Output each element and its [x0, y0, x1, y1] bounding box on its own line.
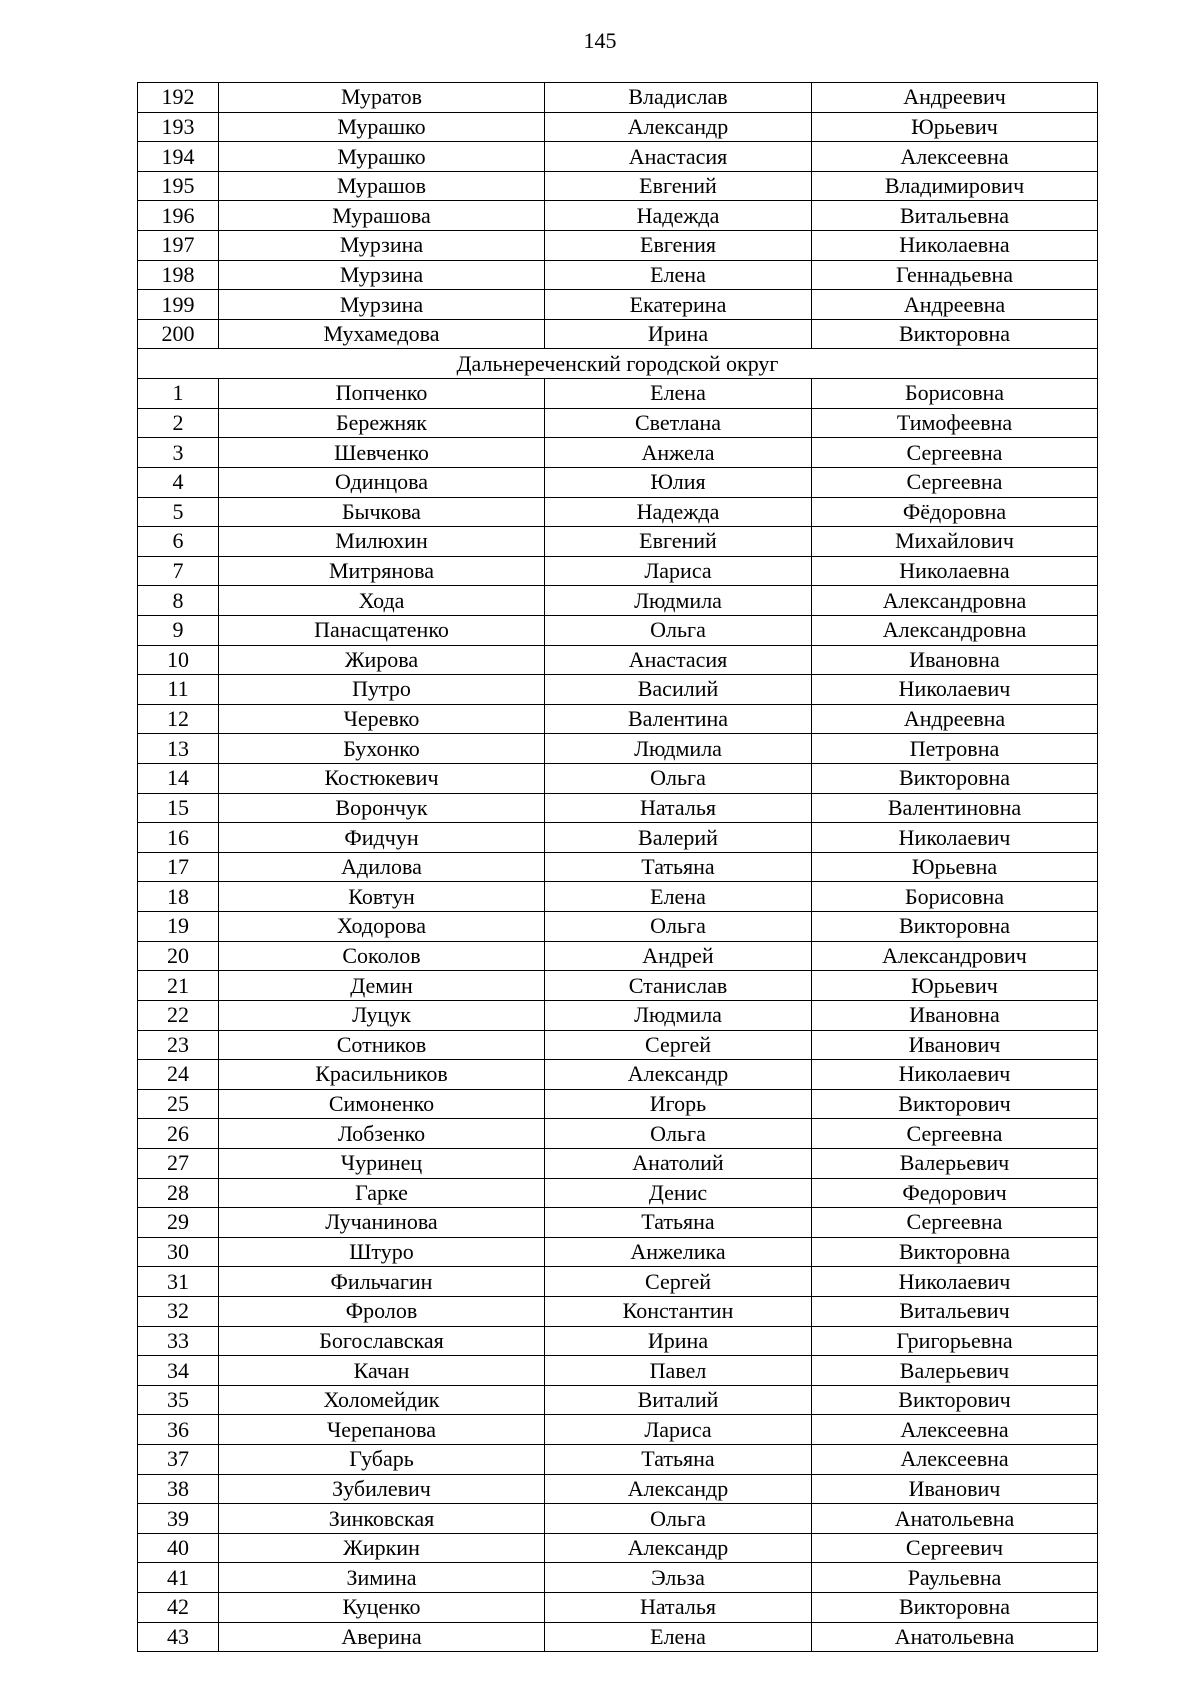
row-number-cell: 28 [138, 1178, 219, 1208]
last-name-cell: Симоненко [219, 1089, 545, 1119]
patronymic-cell: Анатольевна [812, 1504, 1098, 1534]
table-row [138, 1296, 1098, 1326]
patronymic-cell: Викторович [812, 1089, 1098, 1119]
first-name-cell: Александр [545, 1533, 812, 1563]
table-row [138, 379, 1098, 409]
last-name-cell: Панасщатенко [219, 615, 545, 645]
first-name-cell: Людмила [545, 734, 812, 764]
patronymic-cell: Николаевич [812, 675, 1098, 705]
row-number-cell: 6 [138, 527, 219, 557]
row-number-cell: 12 [138, 704, 219, 734]
patronymic-cell: Ивановна [812, 645, 1098, 675]
table-row [138, 1267, 1098, 1297]
last-name-cell: Лучанинова [219, 1208, 545, 1238]
last-name-cell: Мухамедова [219, 319, 545, 349]
last-name-cell: Бухонко [219, 734, 545, 764]
first-name-cell: Евгений [545, 527, 812, 557]
last-name-cell: Ковтун [219, 882, 545, 912]
table-row [138, 171, 1098, 201]
first-name-cell: Валерий [545, 823, 812, 853]
row-number-cell: 8 [138, 586, 219, 616]
table-row [138, 438, 1098, 468]
patronymic-cell: Геннадьевна [812, 260, 1098, 290]
patronymic-cell: Николаевич [812, 1060, 1098, 1090]
table-row [138, 1119, 1098, 1149]
patronymic-cell: Витальевна [812, 201, 1098, 231]
first-name-cell: Наталья [545, 1593, 812, 1623]
last-name-cell: Бережняк [219, 408, 545, 438]
last-name-cell: Черепанова [219, 1415, 545, 1445]
last-name-cell: Шевченко [219, 438, 545, 468]
row-number-cell: 24 [138, 1060, 219, 1090]
row-number-cell: 19 [138, 912, 219, 942]
row-number-cell: 31 [138, 1267, 219, 1297]
table-row [138, 201, 1098, 231]
table-row [138, 1504, 1098, 1534]
last-name-cell: Чуринец [219, 1148, 545, 1178]
row-number-cell: 18 [138, 882, 219, 912]
table-row [138, 290, 1098, 320]
last-name-cell: Жиркин [219, 1533, 545, 1563]
row-number-cell: 43 [138, 1622, 219, 1652]
first-name-cell: Юлия [545, 467, 812, 497]
last-name-cell: Путро [219, 675, 545, 705]
last-name-cell: Жирова [219, 645, 545, 675]
row-number-cell: 5 [138, 497, 219, 527]
first-name-cell: Виталий [545, 1385, 812, 1415]
row-number-cell: 195 [138, 171, 219, 201]
table-row [138, 1208, 1098, 1238]
last-name-cell: Гарке [219, 1178, 545, 1208]
row-number-cell: 35 [138, 1385, 219, 1415]
row-number-cell: 20 [138, 941, 219, 971]
first-name-cell: Станислав [545, 971, 812, 1001]
last-name-cell: Милюхин [219, 527, 545, 557]
row-number-cell: 17 [138, 852, 219, 882]
row-number-cell: 23 [138, 1030, 219, 1060]
last-name-cell: Муратов [219, 83, 545, 113]
row-number-cell: 38 [138, 1474, 219, 1504]
first-name-cell: Людмила [545, 1000, 812, 1030]
last-name-cell: Мурзина [219, 260, 545, 290]
patronymic-cell: Николаевна [812, 556, 1098, 586]
patronymic-cell: Николаевич [812, 1267, 1098, 1297]
last-name-cell: Мурашко [219, 142, 545, 172]
table-row [138, 1563, 1098, 1593]
first-name-cell: Эльза [545, 1563, 812, 1593]
patronymic-cell: Борисовна [812, 882, 1098, 912]
first-name-cell: Ольга [545, 764, 812, 794]
last-name-cell: Демин [219, 971, 545, 1001]
row-number-cell: 34 [138, 1356, 219, 1386]
first-name-cell: Сергей [545, 1030, 812, 1060]
table-row [138, 675, 1098, 705]
row-number-cell: 33 [138, 1326, 219, 1356]
patronymic-cell: Валерьевич [812, 1148, 1098, 1178]
row-number-cell: 39 [138, 1504, 219, 1534]
first-name-cell: Анастасия [545, 142, 812, 172]
patronymic-cell: Борисовна [812, 379, 1098, 409]
first-name-cell: Надежда [545, 201, 812, 231]
patronymic-cell: Викторовна [812, 912, 1098, 942]
patronymic-cell: Андреевна [812, 290, 1098, 320]
table-row [138, 260, 1098, 290]
first-name-cell: Надежда [545, 497, 812, 527]
row-number-cell: 1 [138, 379, 219, 409]
table-row [138, 734, 1098, 764]
first-name-cell: Анжелика [545, 1237, 812, 1267]
first-name-cell: Андрей [545, 941, 812, 971]
row-number-cell: 196 [138, 201, 219, 231]
first-name-cell: Евгений [545, 171, 812, 201]
row-number-cell: 27 [138, 1148, 219, 1178]
row-number-cell: 198 [138, 260, 219, 290]
patronymic-cell: Юрьевич [812, 971, 1098, 1001]
table-row [138, 1000, 1098, 1030]
last-name-cell: Зимина [219, 1563, 545, 1593]
first-name-cell: Анатолий [545, 1148, 812, 1178]
patronymic-cell: Александровна [812, 586, 1098, 616]
patronymic-cell: Сергеевна [812, 467, 1098, 497]
patronymic-cell: Юрьевна [812, 852, 1098, 882]
last-name-cell: Ходорова [219, 912, 545, 942]
roster-table-body [138, 83, 1098, 1652]
first-name-cell: Александр [545, 1060, 812, 1090]
row-number-cell: 37 [138, 1445, 219, 1475]
patronymic-cell: Викторовна [812, 319, 1098, 349]
patronymic-cell: Викторовна [812, 1237, 1098, 1267]
row-number-cell: 2 [138, 408, 219, 438]
row-number-cell: 11 [138, 675, 219, 705]
row-number-cell: 26 [138, 1119, 219, 1149]
first-name-cell: Александр [545, 112, 812, 142]
first-name-cell: Лариса [545, 556, 812, 586]
patronymic-cell: Тимофеевна [812, 408, 1098, 438]
patronymic-cell: Александровна [812, 615, 1098, 645]
table-row [138, 408, 1098, 438]
last-name-cell: Штуро [219, 1237, 545, 1267]
table-row [138, 319, 1098, 349]
table-row [138, 1060, 1098, 1090]
first-name-cell: Константин [545, 1296, 812, 1326]
patronymic-cell: Валерьевич [812, 1356, 1098, 1386]
last-name-cell: Куценко [219, 1593, 545, 1623]
last-name-cell: Фильчагин [219, 1267, 545, 1297]
last-name-cell: Мурзина [219, 290, 545, 320]
patronymic-cell: Алексеевна [812, 1445, 1098, 1475]
row-number-cell: 42 [138, 1593, 219, 1623]
last-name-cell: Бычкова [219, 497, 545, 527]
table-row [138, 971, 1098, 1001]
patronymic-cell: Ивановна [812, 1000, 1098, 1030]
first-name-cell: Екатерина [545, 290, 812, 320]
last-name-cell: Качан [219, 1356, 545, 1386]
first-name-cell: Анастасия [545, 645, 812, 675]
last-name-cell: Мурашова [219, 201, 545, 231]
last-name-cell: Адилова [219, 852, 545, 882]
page-number: 145 [583, 28, 617, 53]
first-name-cell: Елена [545, 882, 812, 912]
table-row [138, 1356, 1098, 1386]
first-name-cell: Александр [545, 1474, 812, 1504]
patronymic-cell: Андреевна [812, 704, 1098, 734]
last-name-cell: Лобзенко [219, 1119, 545, 1149]
first-name-cell: Ольга [545, 1119, 812, 1149]
last-name-cell: Черевко [219, 704, 545, 734]
patronymic-cell: Витальевич [812, 1296, 1098, 1326]
patronymic-cell: Алексеевна [812, 1415, 1098, 1445]
table-row [138, 912, 1098, 942]
first-name-cell: Татьяна [545, 852, 812, 882]
patronymic-cell: Анатольевна [812, 1622, 1098, 1652]
patronymic-cell: Раульевна [812, 1563, 1098, 1593]
last-name-cell: Ворончук [219, 793, 545, 823]
patronymic-cell: Михайлович [812, 527, 1098, 557]
first-name-cell: Игорь [545, 1089, 812, 1119]
last-name-cell: Мурзина [219, 231, 545, 261]
table-row [138, 823, 1098, 853]
last-name-cell: Одинцова [219, 467, 545, 497]
last-name-cell: Попченко [219, 379, 545, 409]
first-name-cell: Елена [545, 1622, 812, 1652]
first-name-cell: Людмила [545, 586, 812, 616]
row-number-cell: 199 [138, 290, 219, 320]
patronymic-cell: Иванович [812, 1474, 1098, 1504]
patronymic-cell: Викторовна [812, 1593, 1098, 1623]
table-row [138, 1474, 1098, 1504]
table-row [138, 1326, 1098, 1356]
patronymic-cell: Сергеевна [812, 1119, 1098, 1149]
first-name-cell: Лариса [545, 1415, 812, 1445]
table-row [138, 704, 1098, 734]
row-number-cell: 192 [138, 83, 219, 113]
patronymic-cell: Сергеевна [812, 1208, 1098, 1238]
row-number-cell: 40 [138, 1533, 219, 1563]
patronymic-cell: Сергеевич [812, 1533, 1098, 1563]
section-heading: Дальнереченский городской округ [138, 349, 1098, 379]
row-number-cell: 10 [138, 645, 219, 675]
first-name-cell: Ирина [545, 319, 812, 349]
table-row [138, 1237, 1098, 1267]
row-number-cell: 9 [138, 615, 219, 645]
last-name-cell: Митрянова [219, 556, 545, 586]
table-row [138, 1030, 1098, 1060]
last-name-cell: Зинковская [219, 1504, 545, 1534]
patronymic-cell: Григорьевна [812, 1326, 1098, 1356]
patronymic-cell: Андреевич [812, 83, 1098, 113]
last-name-cell: Холомейдик [219, 1385, 545, 1415]
first-name-cell: Ирина [545, 1326, 812, 1356]
last-name-cell: Мурашов [219, 171, 545, 201]
patronymic-cell: Викторович [812, 1385, 1098, 1415]
last-name-cell: Костюкевич [219, 764, 545, 794]
table-row [138, 882, 1098, 912]
row-number-cell: 194 [138, 142, 219, 172]
row-number-cell: 15 [138, 793, 219, 823]
last-name-cell: Зубилевич [219, 1474, 545, 1504]
last-name-cell: Фролов [219, 1296, 545, 1326]
first-name-cell: Елена [545, 379, 812, 409]
table-row [138, 1445, 1098, 1475]
table-row [138, 645, 1098, 675]
row-number-cell: 3 [138, 438, 219, 468]
first-name-cell: Сергей [545, 1267, 812, 1297]
row-number-cell: 197 [138, 231, 219, 261]
patronymic-cell: Федорович [812, 1178, 1098, 1208]
first-name-cell: Елена [545, 260, 812, 290]
section-heading-row [138, 349, 1098, 379]
first-name-cell: Анжела [545, 438, 812, 468]
row-number-cell: 22 [138, 1000, 219, 1030]
first-name-cell: Наталья [545, 793, 812, 823]
last-name-cell: Губарь [219, 1445, 545, 1475]
table-row [138, 615, 1098, 645]
row-number-cell: 14 [138, 764, 219, 794]
patronymic-cell: Викторовна [812, 764, 1098, 794]
row-number-cell: 4 [138, 467, 219, 497]
first-name-cell: Ольга [545, 615, 812, 645]
row-number-cell: 29 [138, 1208, 219, 1238]
table-row [138, 1178, 1098, 1208]
row-number-cell: 21 [138, 971, 219, 1001]
first-name-cell: Павел [545, 1356, 812, 1386]
first-name-cell: Валентина [545, 704, 812, 734]
table-row [138, 793, 1098, 823]
first-name-cell: Светлана [545, 408, 812, 438]
table-row [138, 586, 1098, 616]
table-row [138, 764, 1098, 794]
table-row [138, 497, 1098, 527]
table-row [138, 1415, 1098, 1445]
patronymic-cell: Юрьевич [812, 112, 1098, 142]
table-row [138, 556, 1098, 586]
table-row [138, 941, 1098, 971]
first-name-cell: Владислав [545, 83, 812, 113]
patronymic-cell: Владимирович [812, 171, 1098, 201]
table-row [138, 112, 1098, 142]
table-row [138, 527, 1098, 557]
table-row [138, 1533, 1098, 1563]
first-name-cell: Денис [545, 1178, 812, 1208]
table-row [138, 467, 1098, 497]
last-name-cell: Фидчун [219, 823, 545, 853]
table-row [138, 142, 1098, 172]
last-name-cell: Сотников [219, 1030, 545, 1060]
row-number-cell: 7 [138, 556, 219, 586]
patronymic-cell: Николаевна [812, 231, 1098, 261]
last-name-cell: Луцук [219, 1000, 545, 1030]
row-number-cell: 16 [138, 823, 219, 853]
last-name-cell: Хода [219, 586, 545, 616]
row-number-cell: 30 [138, 1237, 219, 1267]
row-number-cell: 193 [138, 112, 219, 142]
first-name-cell: Татьяна [545, 1208, 812, 1238]
first-name-cell: Татьяна [545, 1445, 812, 1475]
patronymic-cell: Николаевич [812, 823, 1098, 853]
patronymic-cell: Валентиновна [812, 793, 1098, 823]
last-name-cell: Соколов [219, 941, 545, 971]
table-row [138, 1089, 1098, 1119]
row-number-cell: 36 [138, 1415, 219, 1445]
row-number-cell: 41 [138, 1563, 219, 1593]
first-name-cell: Ольга [545, 912, 812, 942]
row-number-cell: 25 [138, 1089, 219, 1119]
patronymic-cell: Александрович [812, 941, 1098, 971]
table-row [138, 231, 1098, 261]
last-name-cell: Богославская [219, 1326, 545, 1356]
first-name-cell: Василий [545, 675, 812, 705]
last-name-cell: Мурашко [219, 112, 545, 142]
table-row [138, 1148, 1098, 1178]
last-name-cell: Аверина [219, 1622, 545, 1652]
table-row [138, 1385, 1098, 1415]
row-number-cell: 200 [138, 319, 219, 349]
table-row [138, 852, 1098, 882]
row-number-cell: 32 [138, 1296, 219, 1326]
patronymic-cell: Иванович [812, 1030, 1098, 1060]
roster-table [137, 82, 1098, 1652]
first-name-cell: Ольга [545, 1504, 812, 1534]
patronymic-cell: Петровна [812, 734, 1098, 764]
patronymic-cell: Фёдоровна [812, 497, 1098, 527]
first-name-cell: Евгения [545, 231, 812, 261]
patronymic-cell: Сергеевна [812, 438, 1098, 468]
last-name-cell: Красильников [219, 1060, 545, 1090]
table-row [138, 1593, 1098, 1623]
table-row [138, 83, 1098, 113]
table-row [138, 1622, 1098, 1652]
patronymic-cell: Алексеевна [812, 142, 1098, 172]
row-number-cell: 13 [138, 734, 219, 764]
